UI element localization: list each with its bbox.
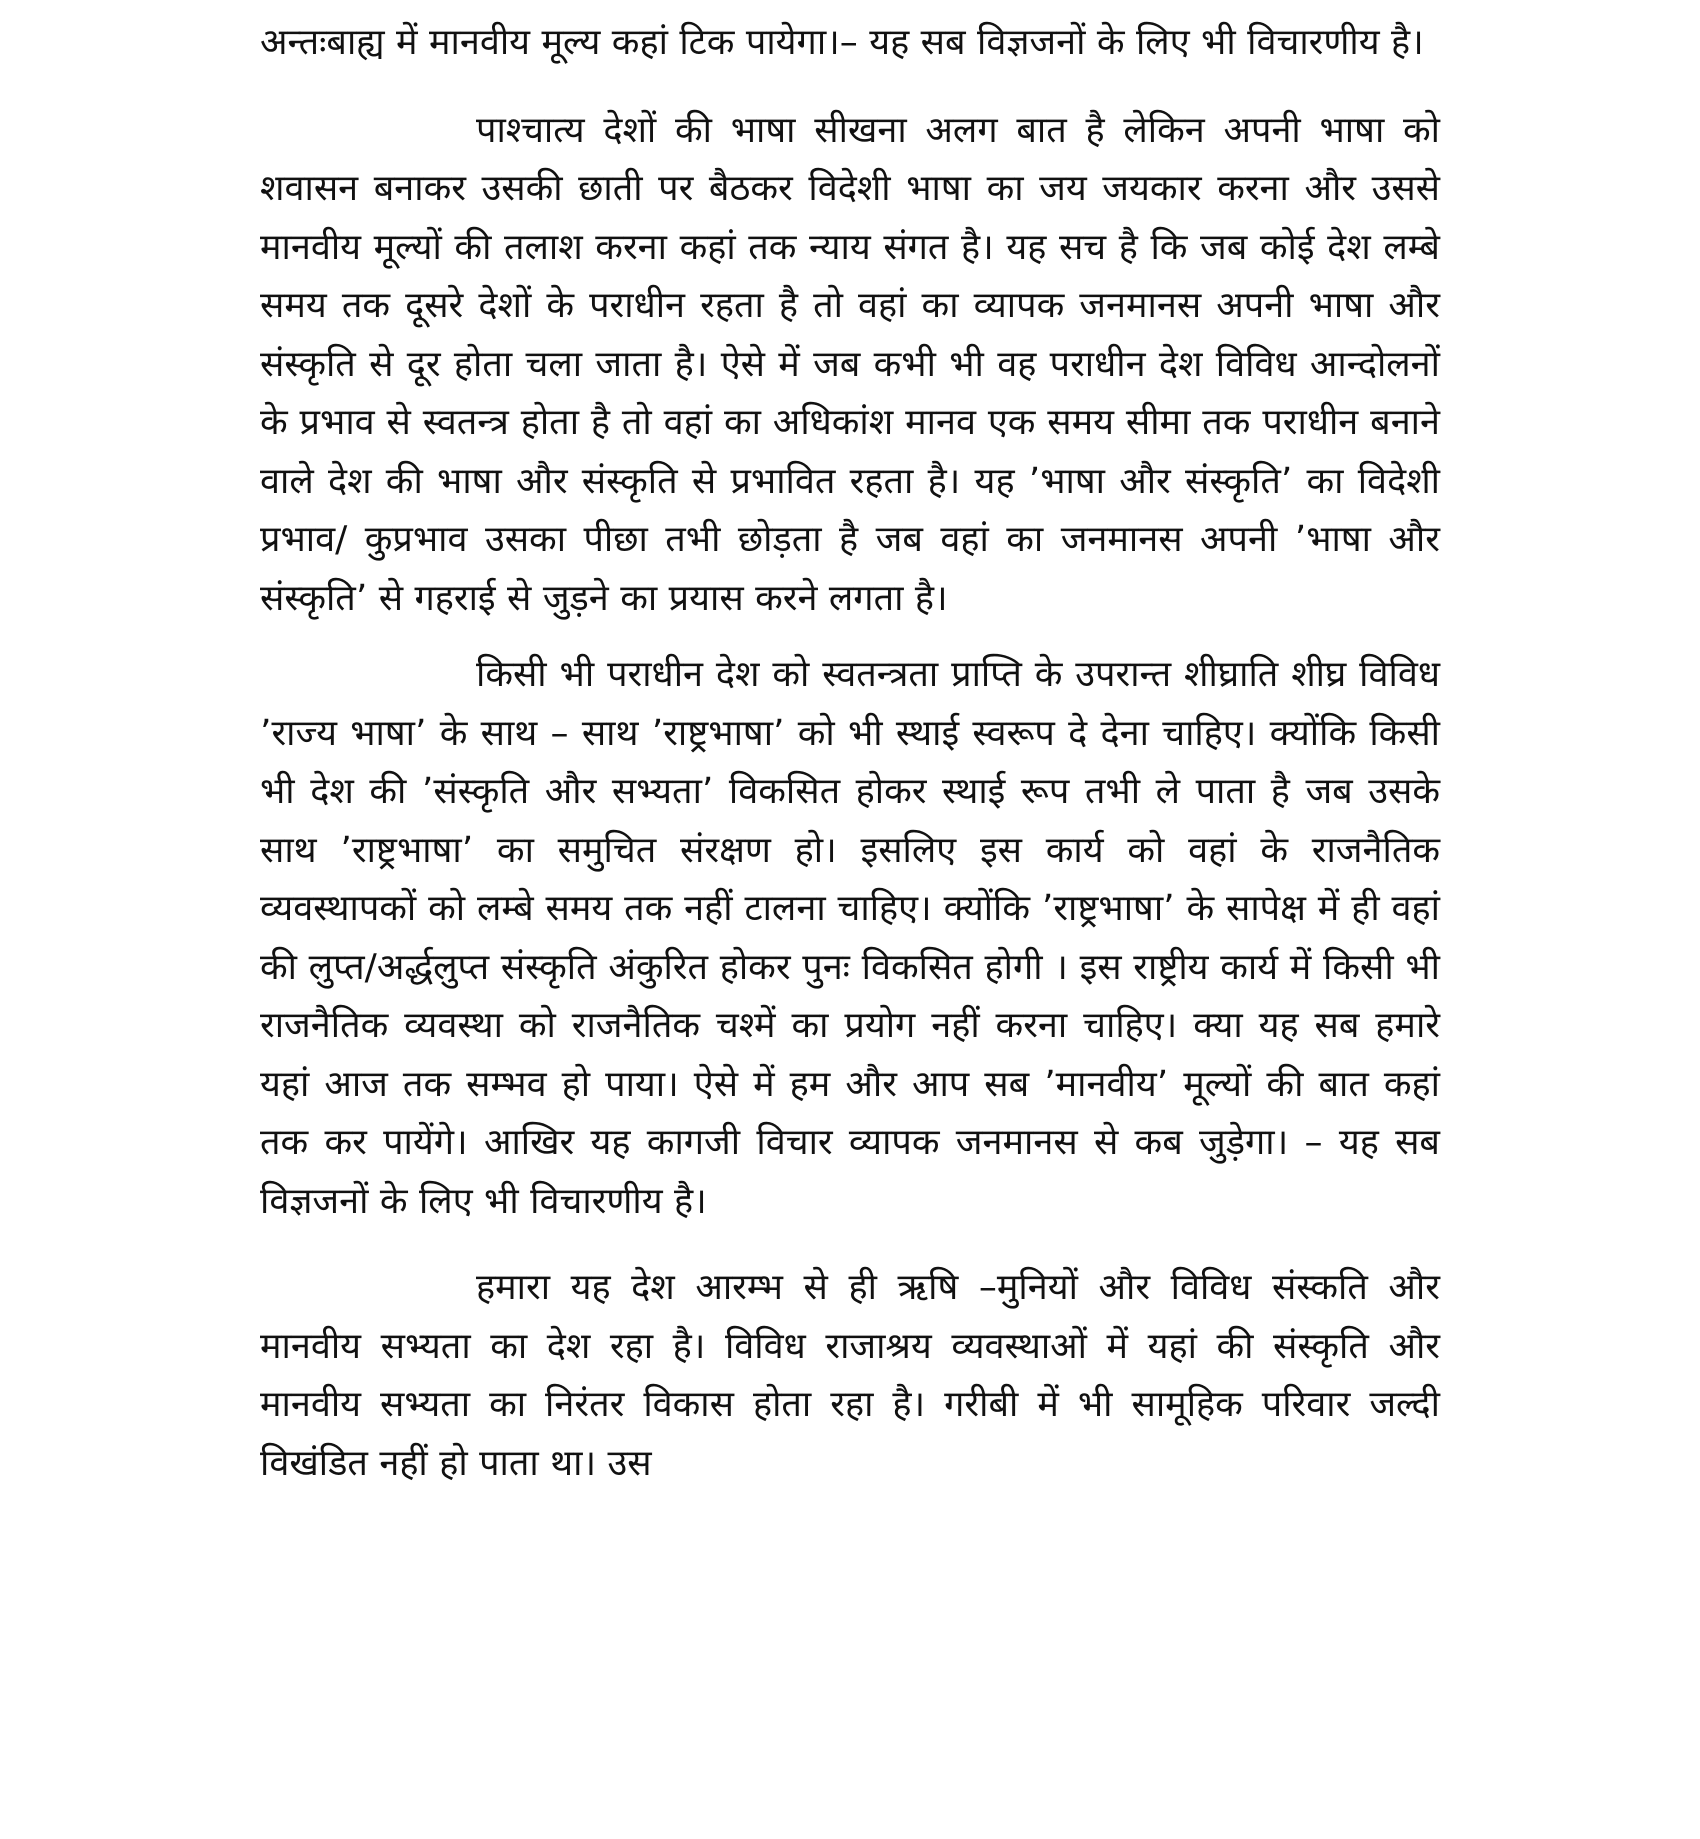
paragraph-3: किसी भी पराधीन देश को स्वतन्त्रता प्राप्ति के उपरान्त शीघ्राति शीघ्र विविध ’राज्य भाषा’ के साथ – साथ ’राष्ट्रभाषा’ को भी स्थाई स्वरूप दे देना चाहिए। क्योंकि किसी भी देश की ’संस्कृति और सभ्यता’ विकसित होकर स्थाई रूप तभी ले पाता है जब उसके साथ ’राष्ट्रभाषा’ का समुचित संरक्षण हो। इसलिए इस कार्य को वहां के राजनैतिक व्यवस्थापकों को लम्बे समय तक नहीं टालना चाहिए। क्योंकि ’राष्ट्रभाषा’ के सापेक्ष में ही वहां की लुप्त/अर्द्धलुप्त संस्कृति अंकुरित होकर पुनः विकसित होगी । इस राष्ट्रीय कार्य में किसी भी राजनैतिक व्यवस्था को राजनैतिक चश्में का प्रयोग नहीं करना चाहिए। क्या यह सब हमारे यहां आज तक सम्भव हो पाया। ऐसे में हम और आप सब ’मानवीय’ मूल्यों की बात कहां तक कर पायेंगे। आखिर यह कागजी विचार व्यापक जनमानस से कब जुड़ेगा। – यह सब विज्ञजनों के लिए भी विचारणीय है। bbox=[260, 654, 1440, 1222]
document-body bbox=[260, 14, 1440, 1493]
paragraph-1: अन्तःबाह्य में मानवीय मूल्य कहां टिक पायेगा।– यह सब विज्ञजनों के लिए भी विचारणीय है। bbox=[260, 22, 1424, 63]
paragraph-4: हमारा यह देश आरम्भ से ही ऋषि –मुनियों और विविध संस्कति और मानवीय सभ्यता का देश रहा है। विविध राजाश्रय व्यवस्थाओं में यहां की संस्कृति और मानवीय सभ्यता का निरंतर विकास होता रहा है। गरीबी में भी सामूहिक परिवार जल्दी विखंडित नहीं हो पाता था। उस bbox=[260, 1267, 1440, 1484]
paragraph-2: पाश्चात्य देशों की भाषा सीखना अलग बात है लेकिन अपनी भाषा को शवासन बनाकर उसकी छाती पर बैठकर विदेशी भाषा का जय जयकार करना और उससे मानवीय मूल्यों की तलाश करना कहां तक न्याय संगत है। यह सच है कि जब कोई देश लम्बे समय तक दूसरे देशों के पराधीन रहता है तो वहां का व्यापक जनमानस अपनी भाषा और संस्कृति से दूर होता चला जाता है। ऐसे में जब कभी भी वह पराधीन देश विविध आन्दोलनों के प्रभाव से स्वतन्त्र होता है तो वहां का अधिकांश मानव एक समय सीमा तक पराधीन बनाने वाले देश की भाषा और संस्कृति से प्रभावित रहता है। यह ’भाषा और संस्कृति’ का विदेशी प्रभाव/ कुप्रभाव उसका पीछा तभी छोड़ता है जब वहां का जनमानस अपनी ’भाषा और संस्कृति’ से गहराई से जुड़ने का प्रयास करने लगता है। bbox=[260, 109, 1440, 619]
